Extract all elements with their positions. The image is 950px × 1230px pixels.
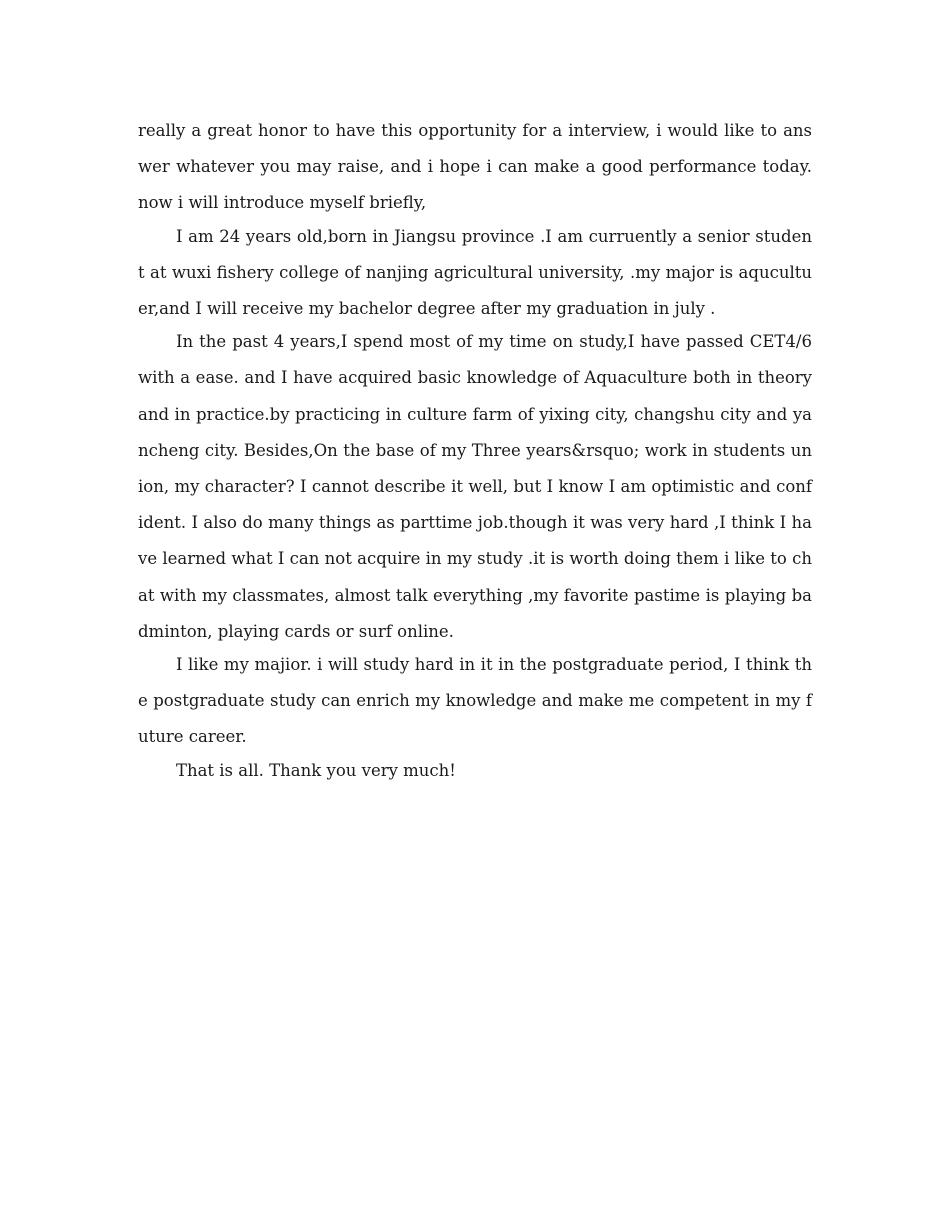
document-body [138, 113, 812, 786]
paragraph-background: I am 24 years old,born in Jiangsu province .I am curruently a senior student at wuxi fishery college of nanjing agricultural university, .my major is aqucultuer,and I will receive my bachelor degree after my graduation in july . [138, 226, 812, 319]
paragraph-major: I like my majior. i will study hard in it in the postgraduate period, I think the postgraduate study can enrich my knowledge and make me competent in my future career. [138, 655, 812, 747]
paragraph-closing: That is all. Thank you very much! [175, 760, 456, 780]
paragraph-intro: really a great honor to have this opportunity for a interview, i would like to answer whatever you may raise, and i hope i can make a good performance today. now i will introduce myself briefly, [138, 121, 812, 213]
paragraph-experience: In the past 4 years,I spend most of my time on study,I have passed CET4/6 with a ease. and I have acquired basic knowledge of Aquaculture both in theory and in practice.by practicing in culture farm of yixing city, changshu city and yancheng city. Besides,On the base of my Three years&rsquo; work in students union, my character? I cannot describe it well, but I know I am optimistic and confident. I also do many things as parttime job.though it was very hard ,I think I have learned what I can not acquire in my study .it is worth doing them i like to chat with my classmates, almost talk everything ,my favorite pastime is playing badminton, playing cards or surf online. [138, 332, 812, 641]
